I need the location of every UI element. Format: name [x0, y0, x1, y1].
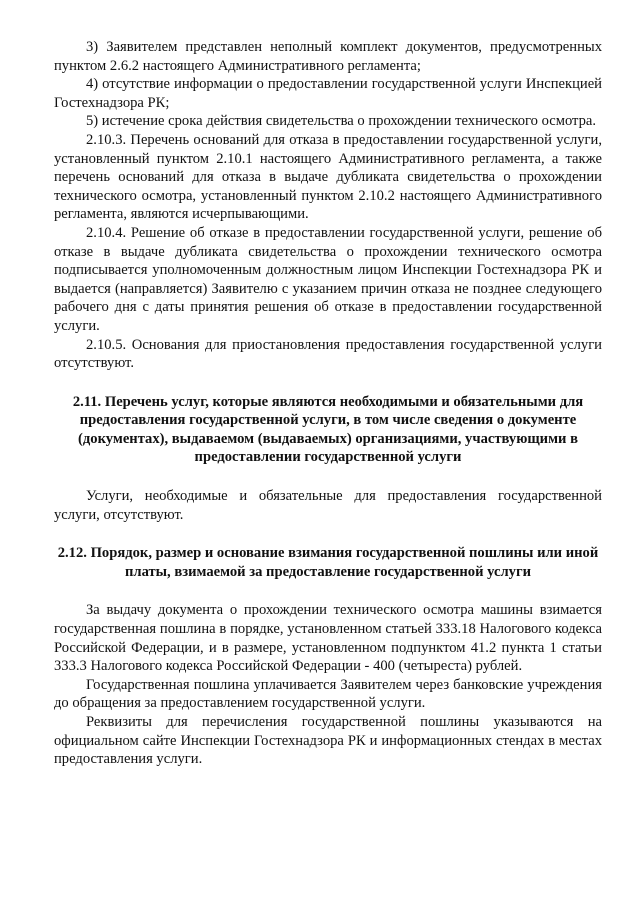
section-heading-2-12: 2.12. Порядок, размер и основание взимания государственной пошлины или иной платы, взимаемой за предоставление государственной услуги: [57, 545, 599, 580]
paragraph-2-10-5: 2.10.5. Основания для приостановления предоставления государственной услуги отсутствуют.: [54, 336, 602, 372]
paragraph-item-5: 5) истечение срока действия свидетельства о прохождении технического осмотра.: [86, 113, 597, 130]
paragraph-item-4: 4) отсутствие информации о предоставлении государственной услуги Инспекцией Гостехнадзора РК;: [54, 76, 602, 111]
paragraph-2-10-3: 2.10.3. Перечень оснований для отказа в предоставлении государственной услуги, установленный пунктом 2.10.1 настоящего Административного регламента, а также перечень оснований для отказа в выдаче дубликата свидетельства о прохождении технического осмотра, установленный пунктом 2.10.2 настоящего Административного регламента, являются исчерпывающими.: [54, 131, 602, 223]
paragraph-2-11-services: Услуги, необходимые и обязательные для предоставления государственной услуги, отсутствуют.: [54, 488, 602, 523]
document-page: [54, 38, 602, 769]
paragraph-2-10-4: 2.10.4. Решение об отказе в предоставлении государственной услуги, решение об отказе в выдаче дубликата свидетельства о прохождении технического осмотра подписывается уполномоченным должностным лицом Инспекции Гостехнадзора РК и выдается (направляется) Заявителю с указанием причин отказа не позднее следующего рабочего дня с даты принятия решения об отказе в предоставлении государственной услуги.: [54, 224, 602, 334]
paragraph-2-12-payment: Государственная пошлина уплачивается Заявителем через банковские учреждения до обращения за предоставлением государственной услуги.: [54, 676, 602, 712]
paragraph-2-12-fee: За выдачу документа о прохождении технического осмотра машины взимается государственная пошлина в порядке, установленном статьей 333.18 Налогового кодекса Российской Федерации, и в размере, установленном подпунктом 41.2 пункта 1 статьи 333.3 Налогового кодекса Российской Федерации - 400 (четыреста) рублей.: [54, 602, 602, 675]
paragraph-item-3: 3) Заявителем представлен неполный комплект документов, предусмотренных пунктом 2.6.2 настоящего Административного регламента;: [54, 39, 602, 74]
section-heading-2-11: 2.11. Перечень услуг, которые являются необходимыми и обязательными для предоставления государственной услуги, в том числе сведения о документе (документах), выдаваемом (выдаваемых) организациями, участвующими в предоставлении государственной услуги: [72, 393, 584, 466]
paragraph-2-12-requisites: Реквизиты для перечисления государственной пошлины указываются на официальном сайте Инспекции Гостехнадзора РК и информационных стендах в местах предоставления услуги.: [54, 714, 602, 768]
